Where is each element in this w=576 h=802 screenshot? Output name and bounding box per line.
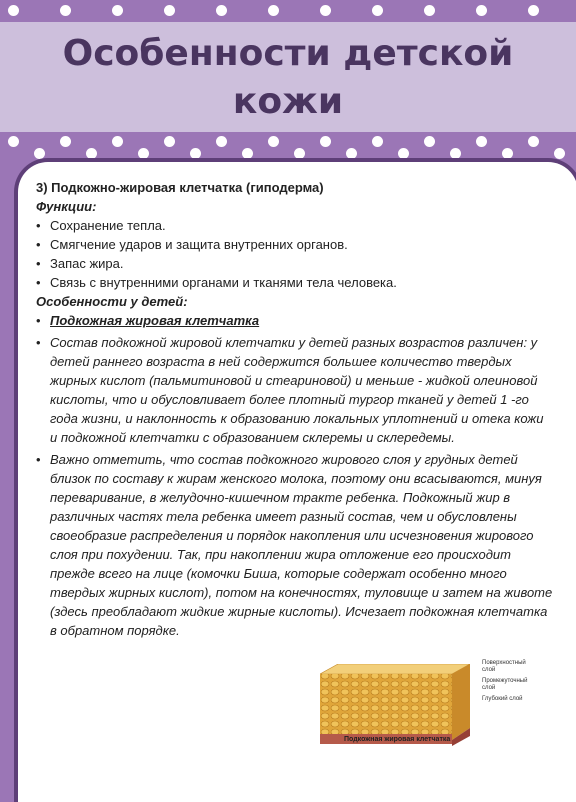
dot-decoration xyxy=(268,5,279,16)
dot-decoration xyxy=(554,148,565,159)
dot-decoration xyxy=(112,5,123,16)
dot-decoration xyxy=(216,5,227,16)
children-features-label: Особенности у детей: xyxy=(36,294,188,309)
section-heading: 3) Подкожно-жировая клетчатка (гиподерма) xyxy=(36,180,324,195)
dot-decoration xyxy=(8,136,19,147)
list-item xyxy=(36,311,554,330)
bullet-icon: • xyxy=(36,256,41,271)
dot-decoration xyxy=(528,136,539,147)
dot-decoration xyxy=(8,5,19,16)
dot-decoration xyxy=(320,136,331,147)
slide-title xyxy=(0,30,576,126)
bullet-icon: • xyxy=(36,237,41,252)
list-item xyxy=(36,235,554,254)
list-item xyxy=(36,333,554,447)
slide-title-line-1: Особенности детской xyxy=(62,33,514,74)
children-features-list xyxy=(36,311,554,640)
middle-layer-label: Промежуточный слой xyxy=(482,678,528,691)
dot-decoration xyxy=(164,5,175,16)
dot-decoration xyxy=(60,136,71,147)
slide-title-line-2: кожи xyxy=(232,81,344,122)
list-item xyxy=(36,254,554,273)
bullet-icon: • xyxy=(36,313,41,328)
dot-decoration xyxy=(216,136,227,147)
deep-layer-label: Глубокий слой xyxy=(482,696,523,702)
dot-decoration xyxy=(528,5,539,16)
dot-decoration xyxy=(476,136,487,147)
bullet-icon: • xyxy=(36,452,41,467)
functions-label: Функции: xyxy=(36,199,97,214)
bullet-icon: • xyxy=(36,218,41,233)
content-body xyxy=(36,178,554,640)
dot-decoration xyxy=(372,136,383,147)
dot-decoration xyxy=(164,136,175,147)
composition-paragraph: Состав подкожной жировой клетчатки у детей разных возрастов различен: у детей раннего возраста в ней содержится большее количество твердых жирных кислот (пальмитиновой и стеариновой) и меньше - жидкой олеиновой кислоты, что и обусловливает более плотный тургор тканей у детей 1 -го года жизни, и наклонность к образованию локальных уплотнений и отека кожи и подкожной клетчатки с образованием склеремы и склередемы. xyxy=(50,335,544,445)
list-item xyxy=(36,273,554,292)
function-text: Связь с внутренними органами и тканями тела человека. xyxy=(50,275,397,290)
dot-decoration xyxy=(372,5,383,16)
dot-decoration xyxy=(476,5,487,16)
infant-fat-paragraph: Важно отметить, что состав подкожного жирового слоя у грудных детей близок по составу к жирам женского молока, поэтому они всасываются, минуя переваривание, в желудочно-кишечном тракте ребенка. Подкожный жир в различных частях тела ребенка имеет разный состав, чем и обусловлены своеобразие распределения и порядок накопления или исчезновения жирового слоя при похудении. Так, при накоплении жира отложение его происходит прежде всего на лице (комочки Биша, которые содержат особенно много твердых жирных кислот), потом на конечностях, туловище и затем на животе (здесь преобладают жидкие жирные кислоты). Исчезает подкожная клетчатка в обратном порядке. xyxy=(50,452,553,638)
hypodermis-figure xyxy=(320,656,540,768)
subcutaneous-fat-link[interactable]: Подкожная жировая клетчатка xyxy=(50,313,260,328)
dot-decoration xyxy=(320,5,331,16)
dot-decoration xyxy=(60,5,71,16)
bullet-icon: • xyxy=(36,275,41,290)
list-item xyxy=(36,216,554,235)
functions-list xyxy=(36,216,554,292)
dot-decoration xyxy=(424,136,435,147)
function-text: Запас жира. xyxy=(50,256,124,271)
bullet-icon: • xyxy=(36,335,41,350)
surface-layer-label: Поверхностный слой xyxy=(482,660,526,673)
skin-layer-illustration xyxy=(320,664,470,746)
figure-caption: Подкожная жировая клетчатка xyxy=(344,736,451,743)
function-text: Смягчение ударов и защита внутренних органов. xyxy=(50,237,348,252)
dot-decoration xyxy=(268,136,279,147)
top-dot-strip xyxy=(0,0,576,22)
dot-decoration xyxy=(424,5,435,16)
function-text: Сохранение тепла. xyxy=(50,218,166,233)
list-item xyxy=(36,450,554,640)
dot-decoration xyxy=(112,136,123,147)
